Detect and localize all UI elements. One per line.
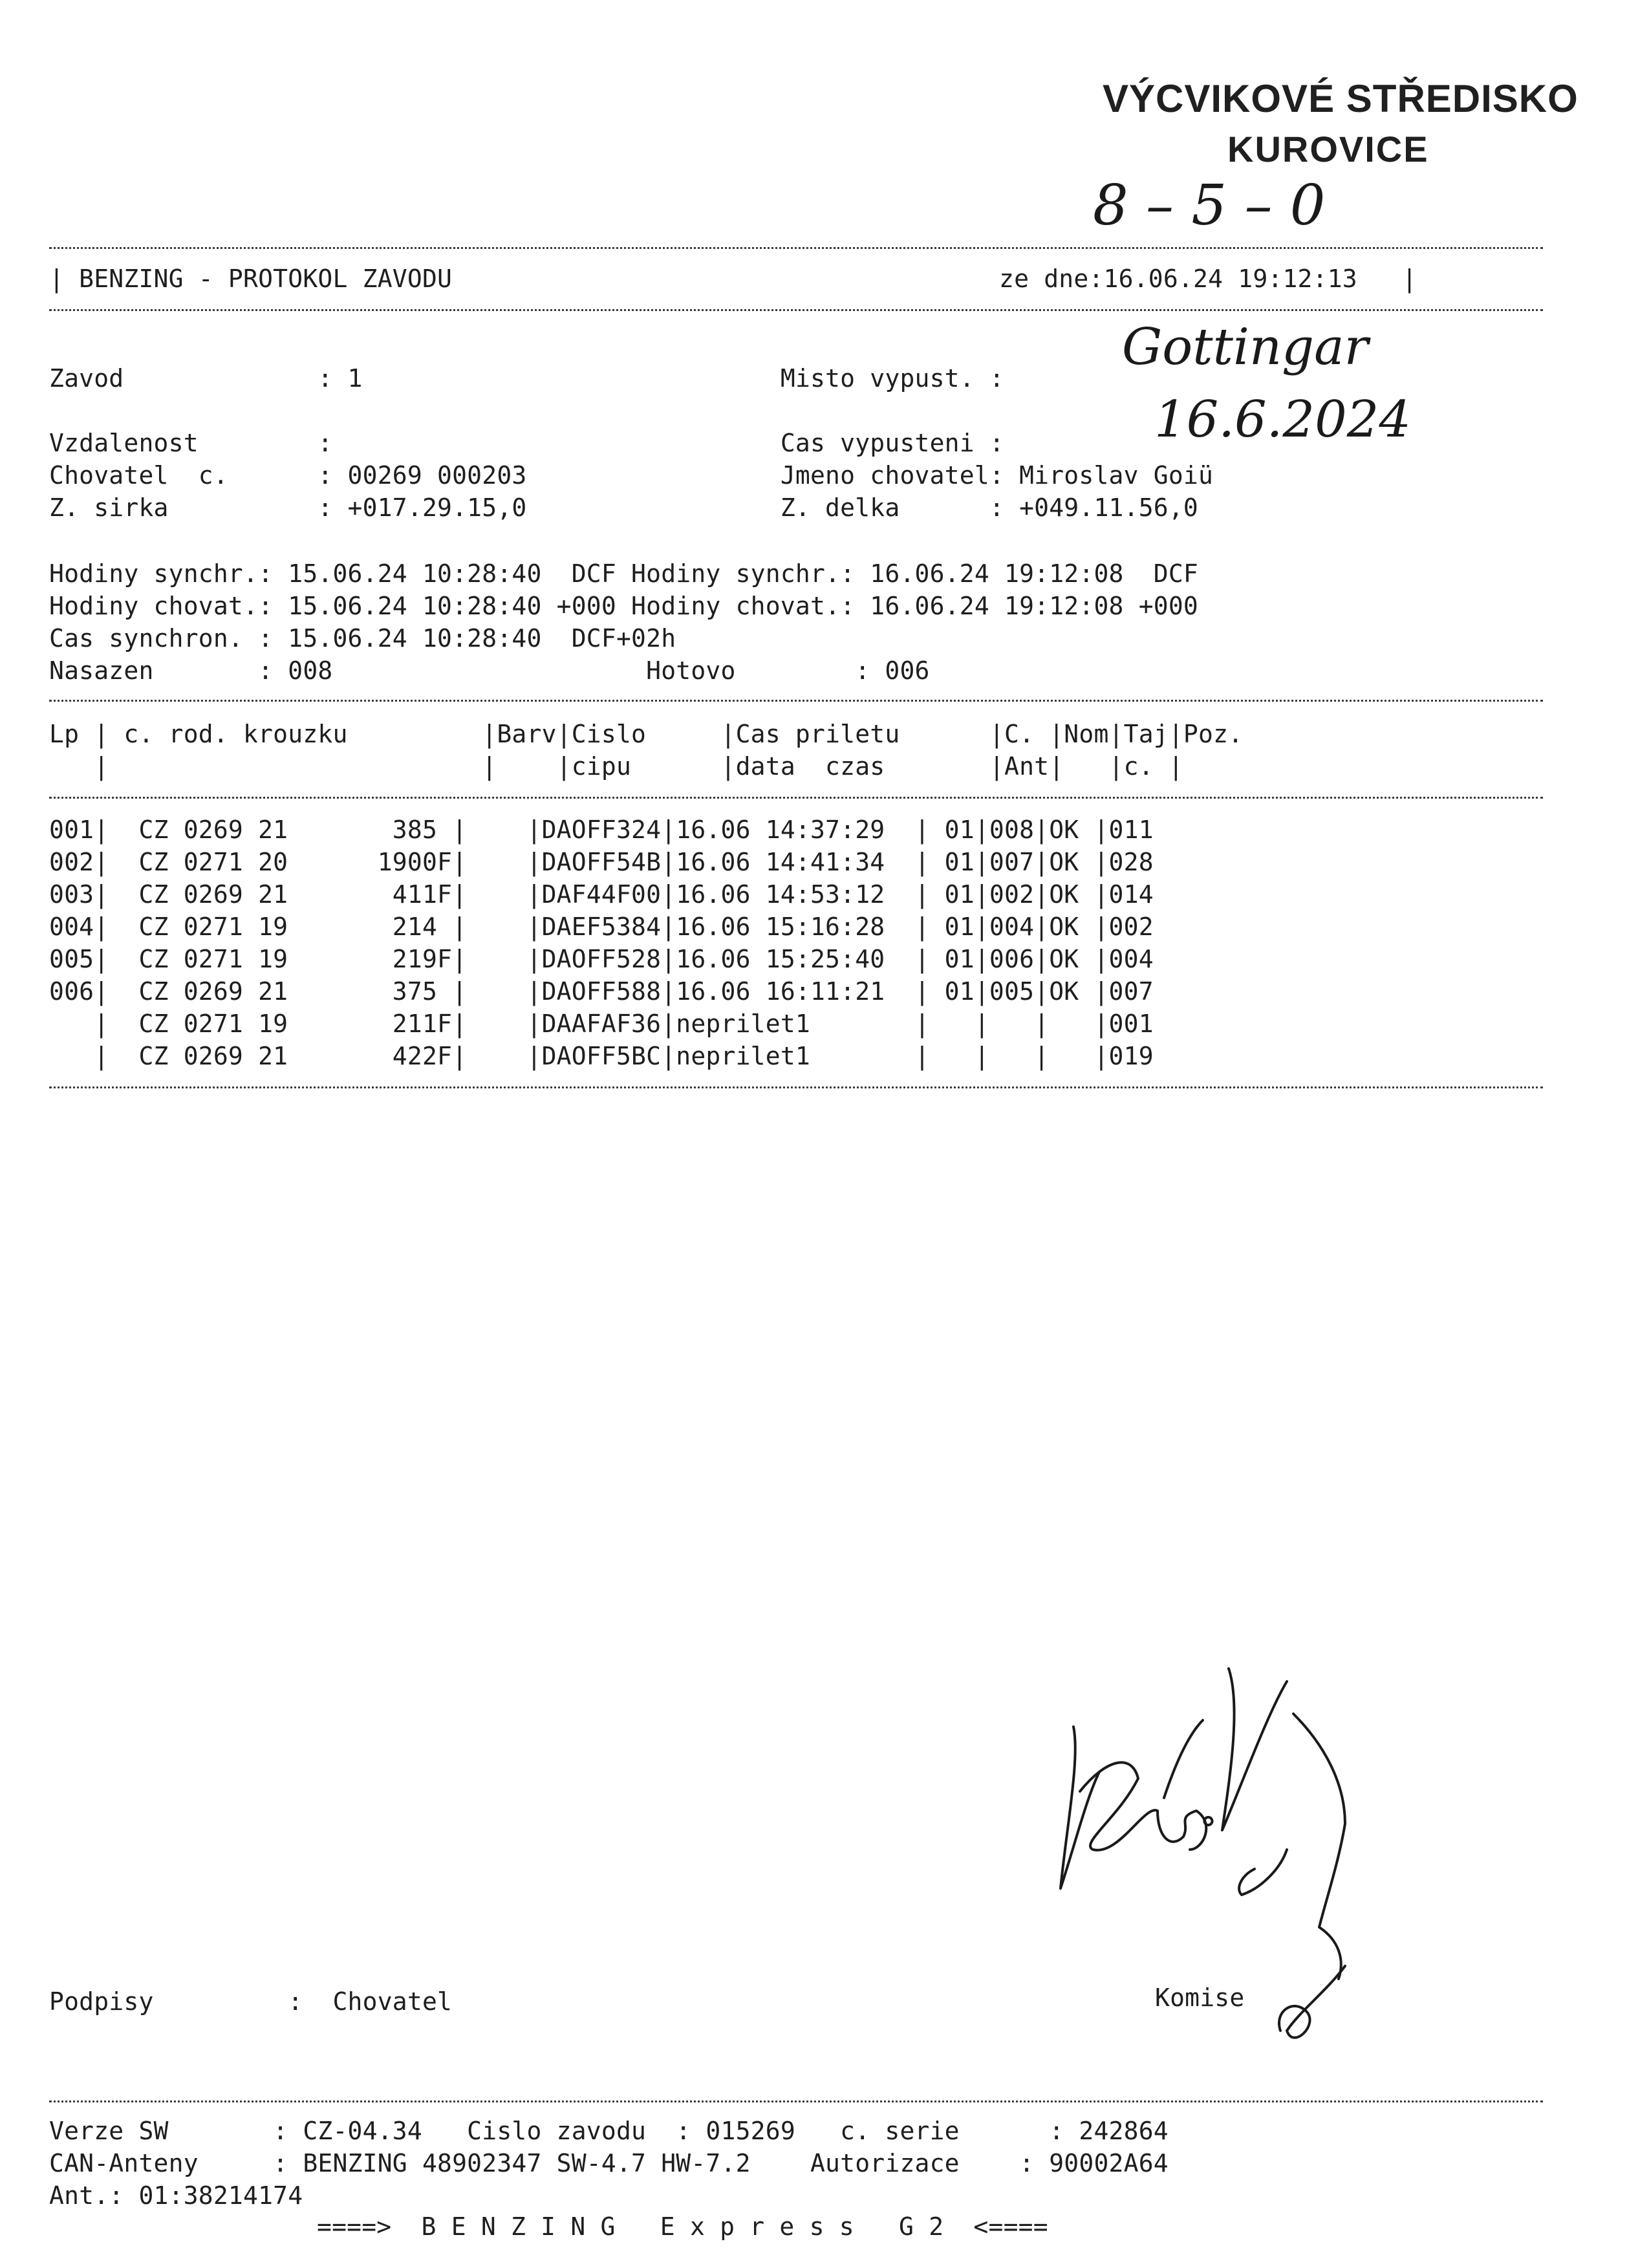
sync-line-1: Hodiny synchr.: 15.06.24 10:28:40 DCF Hodiny synchr.: 16.06.24 19:12:08 DCF bbox=[49, 559, 1199, 588]
divider bbox=[49, 309, 1543, 311]
stamp-line-1: VÝCVIKOVÉ STŘEDISKO bbox=[1103, 77, 1579, 120]
info-block bbox=[49, 362, 1213, 524]
info-vzdalenost: Vzdalenost : Cas vypusteni : bbox=[49, 429, 1004, 457]
divider bbox=[49, 247, 1543, 249]
footer-brand: ====> B E N Z I N G E x p r e s s G 2 <==== bbox=[317, 2212, 1048, 2241]
sync-line-3: Cas synchron. : 15.06.24 10:28:40 DCF+02h bbox=[49, 624, 676, 653]
table-row: 001| CZ 0269 21 385 | |DAOFF324|16.06 14:37:29 | 01|008|OK |011 bbox=[49, 815, 1154, 844]
handwritten-note: 8 – 5 – 0 bbox=[1093, 173, 1326, 238]
handwritten-date: 16.6.2024 bbox=[1154, 391, 1411, 449]
signature-komise-mark bbox=[1267, 1960, 1364, 2057]
divider bbox=[49, 700, 1543, 702]
table-header bbox=[49, 718, 1243, 783]
sync-line-4: Nasazen : 008 Hotovo : 006 bbox=[49, 656, 930, 685]
footer-block bbox=[49, 2115, 1169, 2212]
signature-komise-label: Komise bbox=[1155, 1983, 1245, 2012]
signatures-sep: : bbox=[288, 1987, 303, 2016]
footer-line-3: Ant.: 01:38214174 bbox=[49, 2181, 303, 2210]
sync-line-2: Hodiny chovat.: 15.06.24 10:28:40 +000 Hodiny chovat.: 16.06.24 19:12:08 +000 bbox=[49, 592, 1199, 620]
title-text: BENZING - PROTOKOL ZAVODU bbox=[79, 265, 453, 293]
table-row: 002| CZ 0271 20 1900F| |DAOFF54B|16.06 14:41:34 | 01|007|OK |028 bbox=[49, 848, 1154, 876]
table-header-line-1: Lp | c. rod. krouzku |Barv|Cislo |Cas priletu |C. |Nom|Taj|Poz. bbox=[49, 720, 1244, 748]
table-row: | CZ 0271 19 211F| |DAAFAF36|neprilet1 | | | |001 bbox=[49, 1010, 1154, 1038]
signatures-row bbox=[49, 1985, 452, 2018]
table-row: 005| CZ 0271 19 219F| |DAOFF528|16.06 15:25:40 | 01|006|OK |004 bbox=[49, 945, 1154, 973]
info-zavod: Zavod : 1 Misto vypust. : bbox=[49, 364, 1004, 393]
info-chovatel: Chovatel c. : 00269 000203 Jmeno chovatel: Miroslav Goiü bbox=[49, 461, 1214, 490]
footer-line-2: CAN-Anteny : BENZING 48902347 SW-4.7 HW-7.2 Autorizace : 90002A64 bbox=[49, 2149, 1169, 2177]
sync-block bbox=[49, 557, 1198, 687]
signature-commission bbox=[1035, 1656, 1487, 2044]
protocol-date: ze dne:16.06.24 19:12:13 | bbox=[999, 265, 1417, 293]
divider bbox=[49, 1086, 1543, 1088]
results-table bbox=[49, 814, 1154, 1072]
signatures-label: Podpisy bbox=[49, 1987, 154, 2016]
divider bbox=[49, 2101, 1543, 2102]
table-row: 006| CZ 0269 21 375 | |DAOFF588|16.06 16:11:21 | 01|005|OK |007 bbox=[49, 977, 1154, 1006]
table-header-line-2: | | |cipu |data czas |Ant| |c. | bbox=[49, 752, 1183, 781]
date-value: 16.06.24 19:12:13 bbox=[1103, 265, 1357, 293]
footer-line-1: Verze SW : CZ-04.34 Cislo zavodu : 015269 c. serie : 242864 bbox=[49, 2117, 1169, 2145]
date-label: ze dne: bbox=[999, 265, 1104, 293]
divider bbox=[49, 797, 1543, 799]
table-row: 004| CZ 0271 19 214 | |DAEF5384|16.06 15:16:28 | 01|004|OK |002 bbox=[49, 913, 1154, 941]
stamp-line-2: KUROVICE bbox=[1227, 129, 1429, 169]
signature-komise bbox=[1155, 1982, 1244, 2014]
table-row: | CZ 0269 21 422F| |DAOFF5BC|neprilet1 | | | |019 bbox=[49, 1042, 1154, 1070]
table-row: 003| CZ 0269 21 411F| |DAF44F00|16.06 14:53:12 | 01|002|OK |014 bbox=[49, 880, 1154, 909]
protocol-title: | BENZING - PROTOKOL ZAVODU bbox=[49, 265, 453, 293]
handwritten-place: Gottingar bbox=[1122, 318, 1368, 376]
info-sirka: Z. sirka : +017.29.15,0 Z. delka : +049.11.56,0 bbox=[49, 493, 1199, 522]
signature-chovatel-label: Chovatel bbox=[332, 1987, 453, 2016]
